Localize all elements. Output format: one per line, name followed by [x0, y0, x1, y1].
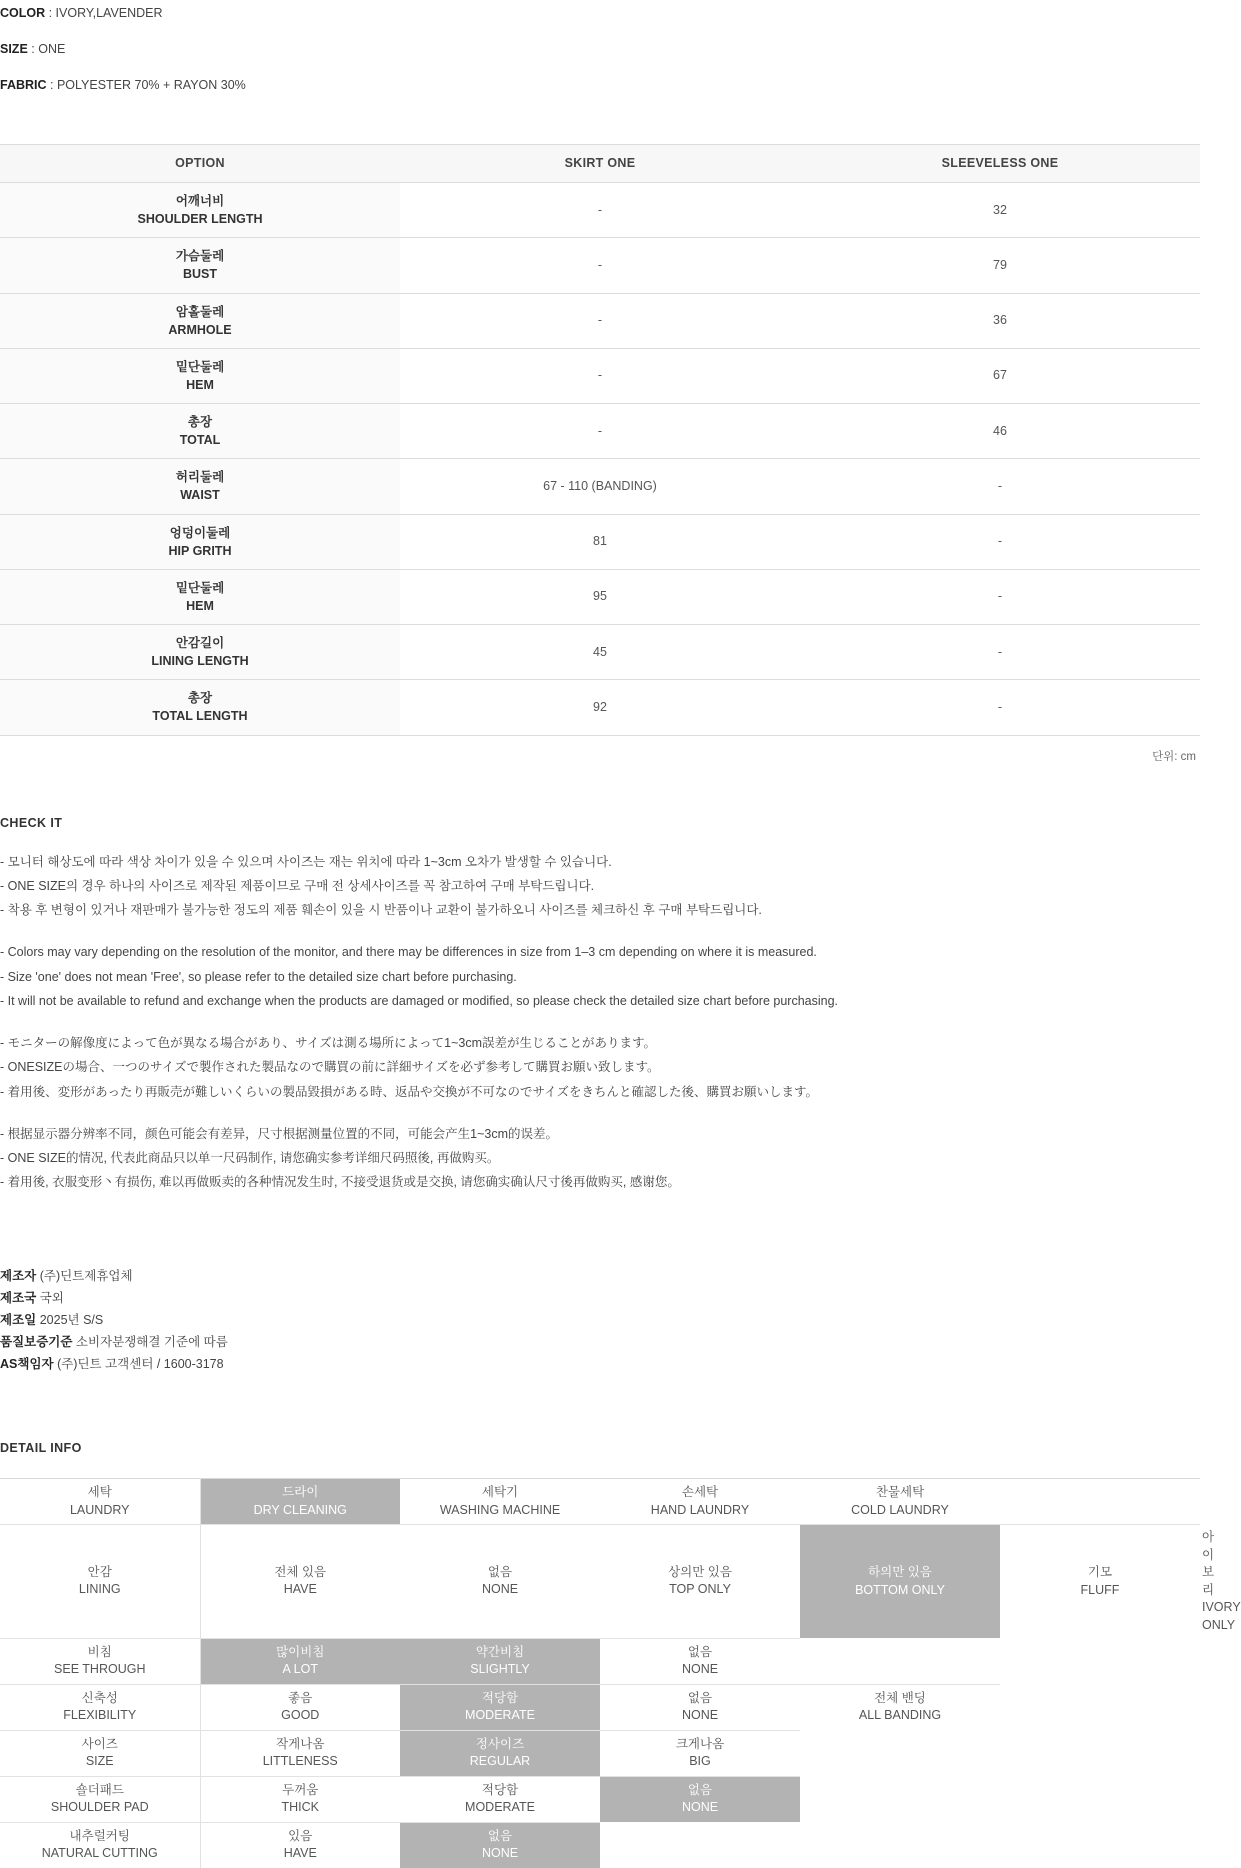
detail-info-row [0, 1684, 1200, 1730]
detail-option-en: GOOD [281, 1708, 320, 1723]
size-value-skirt: 45 [400, 625, 800, 680]
size-option-kr: 어깨너비 [175, 194, 225, 208]
size-value-sleeveless: 32 [800, 183, 1200, 238]
detail-info-option[interactable] [600, 1479, 800, 1525]
size-chart-header-row [0, 145, 1200, 183]
spec-fabric-value: : POLYESTER 70% + RAYON 30% [46, 78, 246, 92]
size-value-sleeveless: 79 [800, 238, 1200, 293]
manufacturer-line [0, 1311, 1200, 1329]
detail-info-blank [1000, 1822, 1200, 1868]
detail-info-option[interactable] [600, 1638, 800, 1684]
detail-info-option[interactable] [200, 1684, 400, 1730]
detail-option-en: TOP ONLY [669, 1582, 731, 1597]
detail-label-kr: 사이즈 [81, 1736, 118, 1751]
note-line: - Colors may vary depending on the resolution of the monitor, and there may be differences in size from 1–3 cm depending on where it is measured. [0, 945, 817, 960]
manufacturer-info [0, 1267, 1200, 1374]
detail-label-kr: 비침 [87, 1644, 112, 1659]
detail-option-en: HAND LAUNDRY [650, 1502, 750, 1517]
note-line: - 着用後, 衣服变形丶有损伤, 难以再做贩卖的各种情况发生时, 不接受退货或是交换, 请您确实确认尺寸後再做购买, 感谢您。 [0, 1175, 680, 1190]
detail-option-kr: 적당함 [481, 1690, 519, 1705]
detail-info-option[interactable] [600, 1776, 800, 1822]
detail-info-option[interactable] [400, 1525, 600, 1639]
detail-info-blank [1000, 1638, 1200, 1684]
size-value-skirt: - [400, 238, 800, 293]
size-option-cell [0, 404, 400, 459]
size-option-en: HEM [186, 377, 214, 392]
detail-info-label [0, 1776, 200, 1822]
manufacturer-label: 제조일 [0, 1312, 37, 1327]
detail-option-kr: 전체 있음 [274, 1564, 327, 1579]
detail-option-kr: 없음 [687, 1782, 713, 1797]
size-option-kr: 밑단둘레 [175, 580, 225, 595]
size-option-en: TOTAL [179, 433, 221, 448]
detail-option-kr: 없음 [687, 1690, 713, 1705]
detail-option-en: FLUFF [1080, 1582, 1120, 1597]
detail-info-row: 안감 LINING 전체 있음 HAVE 없음 NONE 상의만 있음 TOP ONLY 하의만 있음 BOTTOM ONLY 기모 FLUFF 아이보리 IVORY ONLY [0, 1525, 1200, 1639]
detail-label-en: LINING [78, 1582, 121, 1597]
size-value-skirt: - [400, 293, 800, 348]
detail-info-title: DETAIL INFO [0, 1441, 82, 1456]
size-option-kr: 암홀둘레 [175, 304, 225, 319]
size-option-en: HIP GRITH [168, 543, 232, 558]
detail-option-en: BOTTOM ONLY [855, 1582, 945, 1597]
size-value-sleeveless: 36 [800, 293, 1200, 348]
note-line: - ONE SIZE의 경우 하나의 사이즈로 제작된 제품이므로 구매 전 상세사이즈를 꼭 참고하여 구매 부탁드립니다. [0, 878, 595, 893]
spec-size-value: : ONE [27, 42, 66, 56]
size-option-kr: 안감길이 [175, 636, 225, 650]
detail-info-option[interactable] [200, 1822, 400, 1868]
detail-option-kr: 세탁기 [481, 1485, 519, 1500]
detail-option-en: NONE [481, 1582, 519, 1597]
manufacturer-line [0, 1333, 1200, 1351]
detail-info-blank [800, 1776, 1000, 1822]
detail-info-option[interactable] [800, 1684, 1000, 1730]
detail-info-blank [1000, 1730, 1200, 1776]
size-option-cell [0, 680, 400, 735]
detail-option-kr: 찬물세탁 [875, 1485, 925, 1500]
size-option-en: BUST [182, 267, 218, 282]
detail-option-kr: 작게나옴 [276, 1736, 325, 1751]
detail-info-option[interactable] [200, 1730, 400, 1776]
detail-info-row [0, 1730, 1200, 1776]
detail-option-en: THICK [281, 1800, 319, 1815]
size-option-en: ARMHOLE [168, 322, 232, 337]
size-option-cell [0, 293, 400, 348]
detail-info-option[interactable] [400, 1730, 600, 1776]
manufacturer-line [0, 1355, 1200, 1373]
detail-info-option[interactable] [200, 1525, 400, 1639]
detail-option-en: HAVE [283, 1846, 317, 1861]
manufacturer-value: 소비자분쟁해결 기준에 따름 [72, 1334, 228, 1349]
size-option-en: WAIST [180, 488, 220, 503]
detail-label-en: FLEXIBILITY [63, 1708, 137, 1723]
detail-info-blank [1000, 1479, 1200, 1525]
size-chart-unit-note: 단위: cm [1152, 750, 1196, 763]
detail-option-en: A LOT [282, 1662, 318, 1677]
note-line: - ONESIZEの場合、一つのサイズで製作された製品なので購買の前に詳細サイズを必ず参考して購買お願い致します。 [0, 1060, 660, 1075]
detail-option-kr: 좋음 [288, 1690, 313, 1705]
size-option-en: SHOULDER LENGTH [137, 212, 263, 227]
manufacturer-value: 국외 [36, 1290, 64, 1305]
detail-info-row [0, 1776, 1200, 1822]
detail-option-en: NONE [481, 1846, 519, 1861]
size-option-cell [0, 238, 400, 293]
detail-option-kr: 없음 [687, 1644, 713, 1659]
size-option-kr: 엉덩이둘레 [169, 525, 231, 540]
detail-option-en: REGULAR [469, 1754, 531, 1769]
detail-info-label [0, 1684, 200, 1730]
detail-info-option[interactable] [400, 1479, 600, 1525]
detail-label-kr: 세탁 [87, 1485, 112, 1500]
detail-option-en: COLD LAUNDRY [851, 1502, 949, 1517]
detail-option-kr: 약간비침 [475, 1644, 525, 1659]
size-value-sleeveless: - [800, 459, 1200, 514]
size-option-en: TOTAL LENGTH [152, 709, 248, 724]
size-value-sleeveless: - [800, 625, 1200, 680]
detail-info-option[interactable] [400, 1776, 600, 1822]
table-row [0, 293, 1200, 348]
table-row [0, 514, 1200, 569]
notes-chinese [0, 1124, 1200, 1193]
spec-fabric [0, 78, 1200, 93]
size-chart-table [0, 144, 1200, 736]
detail-option-kr: 손세탁 [681, 1485, 719, 1500]
size-option-kr: 밑단둘레 [175, 359, 225, 374]
size-option-cell [0, 514, 400, 569]
detail-option-kr: 두꺼움 [282, 1782, 319, 1797]
detail-label-en: SEE THROUGH [54, 1662, 146, 1677]
detail-option-en: NONE [681, 1800, 719, 1815]
size-value-skirt: - [400, 348, 800, 403]
detail-info-option[interactable] [200, 1479, 400, 1525]
spec-color [0, 6, 1200, 21]
detail-info-option[interactable] [600, 1684, 800, 1730]
detail-option-kr: 크게나옴 [675, 1736, 725, 1751]
note-line: - It will not be available to refund and exchange when the products are damaged or modified, so please check the detailed size chart before purchasing. [0, 993, 839, 1008]
table-row [0, 404, 1200, 459]
detail-option-en: NONE [681, 1708, 719, 1723]
spec-size [0, 42, 1200, 57]
detail-option-kr: 하의만 있음 [868, 1565, 932, 1580]
detail-info-option[interactable] [400, 1684, 600, 1730]
detail-info-option[interactable] [800, 1525, 1000, 1639]
detail-option-kr: 상의만 있음 [668, 1564, 732, 1579]
detail-info-blank [800, 1822, 1000, 1868]
size-option-kr: 가슴둘레 [175, 249, 225, 264]
detail-option-kr: 많이비침 [276, 1644, 325, 1659]
detail-info-label [0, 1730, 200, 1776]
detail-info-blank [800, 1730, 1000, 1776]
note-line: - ONE SIZE的情况, 代表此商品只以单一尺码制作, 请您确实参考详细尺码照後, 再做购买。 [0, 1151, 500, 1165]
detail-option-kr: 드라이 [282, 1485, 319, 1500]
detail-label-kr: 내추럴커팅 [69, 1828, 130, 1843]
detail-info-blank [1000, 1776, 1200, 1822]
manufacturer-label: 제조국 [0, 1290, 37, 1305]
detail-info-table [0, 1478, 1241, 1868]
detail-label-en: LAUNDRY [69, 1502, 130, 1517]
manufacturer-value: 2025년 S/S [36, 1312, 104, 1327]
detail-info-label [0, 1525, 200, 1639]
detail-info-option[interactable] [400, 1638, 600, 1684]
size-option-kr: 총장 [187, 691, 213, 706]
spec-color-label: COLOR [0, 6, 46, 20]
detail-info-blank [600, 1822, 800, 1868]
detail-option-en: DRY CLEANING [253, 1502, 347, 1517]
detail-option-kr: 전체 밴딩 [874, 1690, 926, 1705]
detail-label-kr: 안감 [87, 1564, 112, 1579]
detail-option-en: NONE [681, 1662, 719, 1677]
table-row [0, 459, 1200, 514]
detail-option-en: SLIGHTLY [470, 1662, 530, 1677]
size-option-kr: 허리둘레 [175, 470, 225, 485]
size-value-skirt: 92 [400, 680, 800, 735]
size-chart-header-option: OPTION [0, 145, 400, 183]
spec-block [0, 0, 1200, 93]
check-it-title: CHECK IT [0, 815, 63, 830]
size-value-skirt: 81 [400, 514, 800, 569]
manufacturer-label: AS책임자 [0, 1357, 54, 1371]
size-value-skirt: 67 - 110 (BANDING) [400, 459, 800, 514]
detail-info-option[interactable] [800, 1479, 1000, 1525]
size-option-cell [0, 183, 400, 238]
detail-info-option[interactable] [400, 1822, 600, 1868]
size-value-sleeveless: - [800, 569, 1200, 624]
notes-korean [0, 852, 1200, 921]
size-value-sleeveless: 46 [800, 404, 1200, 459]
table-row [0, 348, 1200, 403]
detail-info-option[interactable] [200, 1638, 400, 1684]
detail-option-kr: 있음 [288, 1828, 313, 1843]
note-line: - Size 'one' does not mean 'Free', so please refer to the detailed size chart before purchasing. [0, 969, 517, 984]
detail-label-en: NATURAL CUTTING [41, 1846, 158, 1861]
table-row [0, 625, 1200, 680]
table-row [0, 183, 1200, 238]
size-value-sleeveless: - [800, 514, 1200, 569]
detail-option-kr: 없음 [487, 1828, 513, 1843]
manufacturer-label: 품질보증기준 [0, 1334, 73, 1349]
table-row [0, 238, 1200, 293]
size-value-skirt: - [400, 404, 800, 459]
detail-label-en: SHOULDER PAD [50, 1800, 149, 1815]
detail-info-option[interactable] [600, 1525, 800, 1639]
notes-japanese [0, 1033, 1200, 1102]
detail-option-kr: 정사이즈 [475, 1736, 525, 1751]
size-value-skirt: - [400, 183, 800, 238]
size-chart-header-sleeveless: SLEEVELESS ONE [800, 145, 1200, 183]
detail-info-row [0, 1822, 1200, 1868]
manufacturer-line [0, 1267, 1200, 1285]
notes-english [0, 942, 1200, 1011]
size-value-sleeveless: - [800, 680, 1200, 735]
detail-label-kr: 숄더패드 [75, 1782, 124, 1797]
note-line: - 根据显示器分辨率不同，颜色可能会有差异，尺寸根据测量位置的不同，可能会产生1~3cm的误差。 [0, 1126, 559, 1141]
size-option-cell [0, 625, 400, 680]
detail-option-en: HAVE [283, 1582, 317, 1597]
detail-option-kr: 기모 [1087, 1565, 1113, 1580]
spec-size-label: SIZE [0, 42, 28, 56]
manufacturer-value: (주)딘트 고객센터 / 1600-3178 [53, 1357, 224, 1371]
size-value-skirt: 95 [400, 569, 800, 624]
spec-color-value: : IVORY,LAVENDER [45, 6, 163, 20]
manufacturer-label: 제조자 [0, 1268, 37, 1283]
detail-info-blank [1000, 1684, 1200, 1730]
detail-info-label [0, 1638, 200, 1684]
note-line: - 모니터 해상도에 따라 색상 차이가 있을 수 있으며 사이즈는 재는 위치에 따라 1~3cm 오차가 발생할 수 있습니다. [0, 854, 612, 869]
detail-option-en: BIG [689, 1754, 711, 1769]
detail-option-en: MODERATE [465, 1708, 535, 1723]
size-value-sleeveless: 67 [800, 348, 1200, 403]
manufacturer-line [0, 1289, 1200, 1307]
size-option-cell [0, 569, 400, 624]
size-option-cell [0, 348, 400, 403]
detail-info-option[interactable] [200, 1776, 400, 1822]
detail-label-kr: 신축성 [81, 1690, 118, 1705]
detail-label-en: SIZE [85, 1754, 114, 1769]
detail-info-row [0, 1638, 1200, 1684]
table-row [0, 680, 1200, 735]
detail-info-option[interactable] [600, 1730, 800, 1776]
size-option-kr: 총장 [187, 415, 213, 429]
size-option-en: LINING LENGTH [151, 654, 249, 669]
note-line: - 着用後、変形があったり再販売が難しいくらいの製品毀損がある時、返品や交換が不可なのでサイズをきちんと確認した後、購買お願いします。 [0, 1084, 819, 1099]
detail-info-blank [800, 1638, 1000, 1684]
note-line: - モニターの解像度によって色が異なる場合があり、サイズは測る場所によって1~3cm誤差が生じることがあります。 [0, 1036, 657, 1050]
size-option-en: HEM [186, 598, 214, 613]
detail-option-en: WASHING MACHINE [439, 1502, 561, 1517]
detail-info-label [0, 1822, 200, 1868]
detail-info-label [0, 1479, 200, 1525]
detail-option-en: LITTLENESS [262, 1754, 338, 1769]
detail-option-en: ALL BANDING [858, 1708, 942, 1723]
detail-info-row [0, 1479, 1200, 1525]
detail-option-en: MODERATE [465, 1800, 535, 1815]
spec-fabric-label: FABRIC [0, 78, 47, 92]
size-chart-header-skirt: SKIRT ONE [400, 145, 800, 183]
detail-option-kr: 적당함 [481, 1782, 519, 1797]
note-line: - 착용 후 변형이 있거나 재판매가 불가능한 정도의 제품 훼손이 있을 시 반품이나 교환이 불가하오니 사이즈를 체크하신 후 구매 부탁드립니다. [0, 903, 762, 917]
table-row [0, 569, 1200, 624]
detail-info-option[interactable] [1000, 1525, 1200, 1639]
size-chart [0, 144, 1200, 764]
size-option-cell [0, 459, 400, 514]
detail-option-kr: 없음 [487, 1564, 513, 1579]
manufacturer-value: (주)딘트제휴업체 [36, 1268, 133, 1283]
